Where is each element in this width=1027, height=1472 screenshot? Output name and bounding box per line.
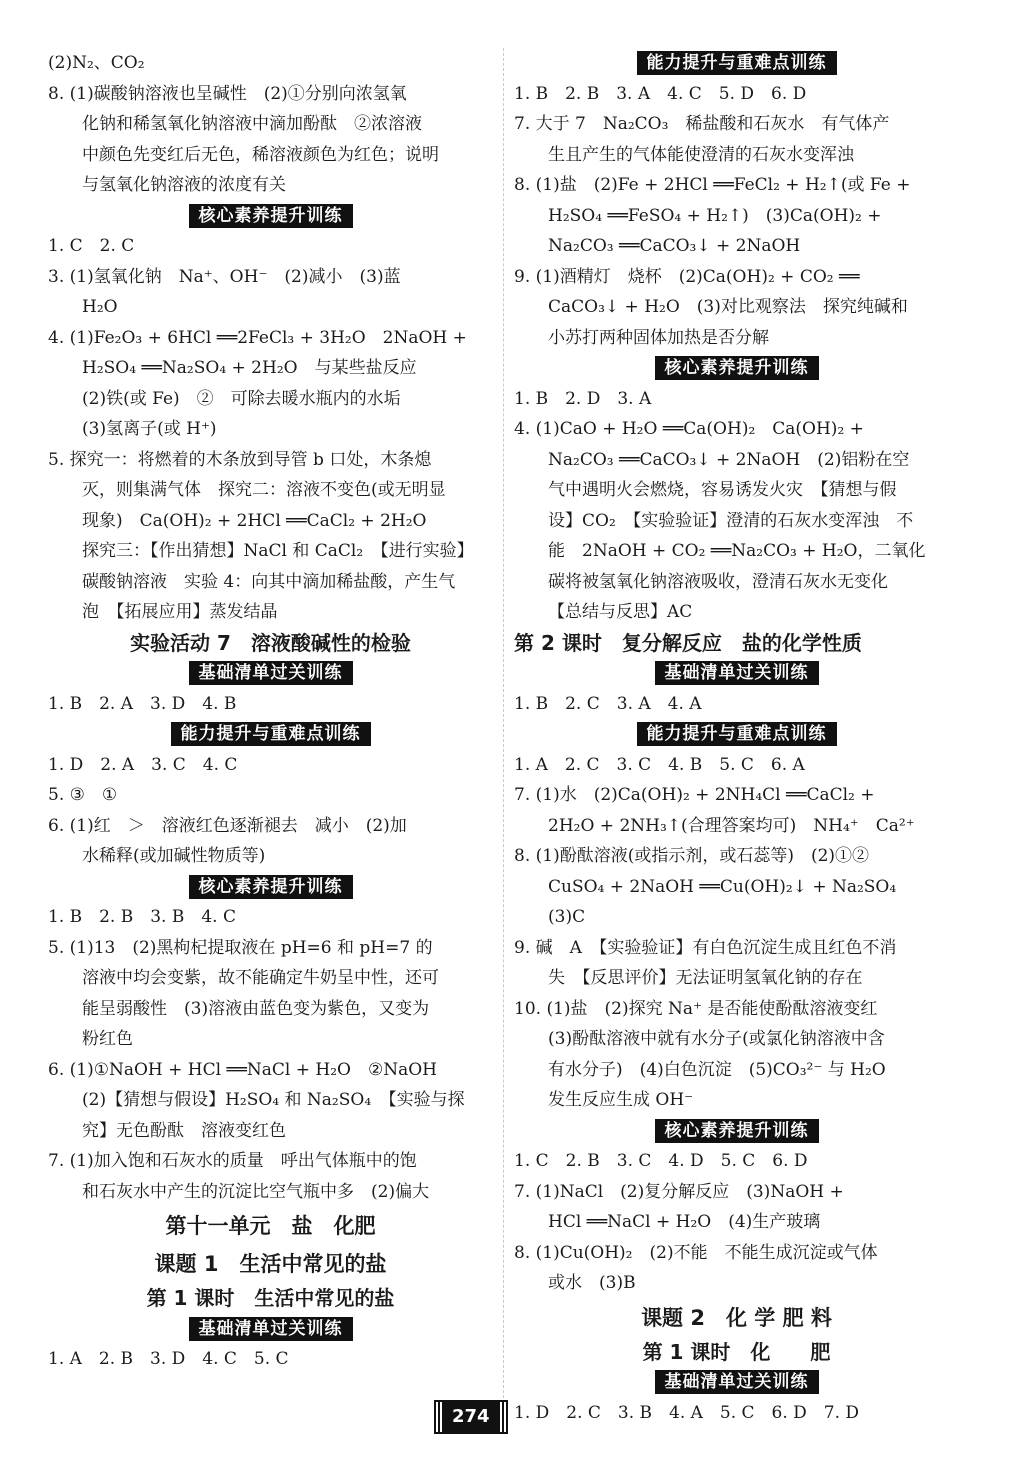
answer-line: 1. B 2. B 3. A 4. C 5. D 6. D: [514, 83, 807, 104]
answer-line: 8. (1)酚酞溶液(或指示剂，或石蕊等) (2)①②: [514, 846, 870, 866]
answer-line: (2)N₂、CO₂: [48, 53, 145, 73]
answer-line: 发生反应生成 OH⁻: [548, 1090, 694, 1110]
answer-line: 4. (1)CaO + H₂O ══Ca(OH)₂ Ca(OH)₂ +: [514, 419, 864, 439]
answer-line: 6. (1)红 ＞ 溶液红色逐渐褪去 减小 (2)加: [48, 815, 407, 836]
answer-line: 水稀释(或加碱性物质等): [82, 846, 266, 866]
answer-line: (2)【猜想与假设】H₂SO₄ 和 Na₂SO₄ 【实验与探: [82, 1090, 465, 1110]
answer-line: 探究三：【作出猜想】NaCl 和 CaCl₂ 【进行实验】: [82, 541, 474, 561]
answer-line: 7. (1)水 (2)Ca(OH)₂ + 2NH₄Cl ══CaCl₂ +: [514, 785, 875, 805]
answer-line: 或水 (3)B: [548, 1273, 636, 1293]
answer-line: Na₂CO₃ ══CaCO₃↓ + 2NaOH (2)铝粉在空: [548, 449, 910, 470]
answer-line: 5. 探究一：将燃着的木条放到导管 b 口处，木条熄: [48, 449, 432, 470]
column-divider: [503, 48, 504, 1398]
answer-line: 能呈弱酸性 (3)溶液由蓝色变为紫色，又变为: [82, 998, 430, 1019]
answer-line: 10. (1)盐 (2)探究 Na⁺ 是否能使酚酞溶液变红: [514, 998, 878, 1019]
answer-line: Na₂CO₃ ══CaCO₃↓ + 2NaOH: [548, 236, 801, 256]
answer-line: 与氢氧化钠溶液的浓度有关: [82, 175, 286, 195]
answer-line: 碳将被氢氧化钠溶液吸收，澄清石灰水无变化: [548, 571, 888, 592]
answer-line: 8. (1)碳酸钠溶液也呈碱性 (2)①分别向浓氢氧: [48, 83, 407, 104]
answer-line: 设】CO₂ 【实验验证】澄清的石灰水变浑浊 不: [548, 510, 914, 531]
answer-line: 9. 碱 A 【实验验证】有白色沉淀生成且红色不消: [514, 937, 897, 958]
section-heading: 课题 2 化 学 肥 料: [641, 1305, 832, 1330]
answer-line: 1. A 2. B 3. D 4. C 5. C: [48, 1349, 289, 1369]
section-banner-wrap: [514, 1367, 959, 1398]
page-number: 274: [436, 1402, 506, 1432]
answer-line: 7. (1)NaCl (2)复分解反应 (3)NaOH +: [514, 1181, 844, 1202]
section-banner-wrap: [48, 1314, 493, 1345]
answer-line: 1. B 2. D 3. A: [514, 388, 652, 409]
left-column: [48, 48, 493, 1375]
section-banner-wrap: [48, 872, 493, 903]
answer-line: 溶液中均会变紫，故不能确定牛奶呈中性，还可: [82, 968, 439, 988]
answer-line: 泡 【拓展应用】蒸发结晶: [82, 602, 278, 622]
section-banner: 核心素养提升训练: [655, 356, 819, 380]
section-banner-wrap: [48, 201, 493, 232]
answer-line: H₂O: [82, 297, 118, 317]
answer-line: 灭，则集满气体 探究二：溶液不变色(或无明显: [82, 480, 446, 500]
section-banner: 基础清单过关训练: [655, 661, 819, 685]
answer-line: 1. A 2. C 3. C 4. B 5. C 6. A: [514, 754, 805, 775]
answer-line: (3)C: [548, 907, 586, 927]
answer-line: 8. (1)盐 (2)Fe + 2HCl ══FeCl₂ + H₂↑(或 Fe +: [514, 175, 911, 195]
section-banner: 能力提升与重难点训练: [171, 722, 371, 746]
section-banner-wrap: [514, 1116, 959, 1147]
answer-line: 2H₂O + 2NH₃↑(合理答案均可) NH₄⁺ Ca²⁺: [548, 815, 915, 836]
answer-line: 1. C 2. C: [48, 236, 135, 256]
section-heading: 实验活动 7 溶液酸碱性的检验: [130, 630, 411, 655]
answer-line: 1. B 2. C 3. A 4. A: [514, 693, 702, 714]
section-heading: 第 1 课时 化 肥: [642, 1339, 831, 1364]
answer-line: 1. B 2. B 3. B 4. C: [48, 907, 236, 927]
answer-line: (3)酚酞溶液中就有水分子(或氯化钠溶液中含: [548, 1029, 885, 1049]
answer-line: 气中遇明火会燃烧，容易诱发火灾 【猜想与假: [548, 480, 897, 500]
answer-line: 8. (1)Cu(OH)₂ (2)不能 不能生成沉淀或气体: [514, 1242, 878, 1263]
answer-line: 现象) Ca(OH)₂ + 2HCl ══CaCl₂ + 2H₂O: [82, 510, 427, 531]
answer-line: H₂SO₄ ══FeSO₄ + H₂↑) (3)Ca(OH)₂ +: [548, 205, 882, 226]
answer-line: 中颜色先变红后无色，稀溶液颜色为红色；说明: [82, 144, 439, 165]
answer-line: 碳酸钠溶液 实验 4：向其中滴加稀盐酸，产生气: [82, 571, 456, 592]
answer-line: 粉红色: [82, 1029, 133, 1049]
answer-line: (2)铁(或 Fe) ② 可除去暖水瓶内的水垢: [82, 388, 401, 409]
answer-line: 能 2NaOH + CO₂ ══Na₂CO₃ + H₂O，二氧化: [548, 541, 926, 561]
answer-line: 5. ③ ①: [48, 785, 118, 805]
section-banner-wrap: [48, 719, 493, 750]
answer-line: 【总结与反思】AC: [548, 602, 693, 622]
answer-line: 9. (1)酒精灯 烧杯 (2)Ca(OH)₂ + CO₂ ══: [514, 266, 860, 287]
section-heading: 第 1 课时 生活中常见的盐: [146, 1286, 395, 1310]
section-banner: 基础清单过关训练: [189, 1317, 353, 1341]
answer-line: 1. B 2. A 3. D 4. B: [48, 693, 237, 714]
answer-line: 4. (1)Fe₂O₃ + 6HCl ══2FeCl₃ + 3H₂O 2NaOH +: [48, 327, 467, 348]
section-banner: 基础清单过关训练: [189, 661, 353, 685]
answer-line: 1. D 2. A 3. C 4. C: [48, 754, 238, 775]
answer-line: (3)氢离子(或 H⁺): [82, 419, 217, 439]
answer-line: CuSO₄ + 2NaOH ══Cu(OH)₂↓ + Na₂SO₄: [548, 876, 897, 897]
right-column: [514, 48, 959, 1428]
answer-line: 7. 大于 7 Na₂CO₃ 稀盐酸和石灰水 有气体产: [514, 114, 890, 134]
section-heading: 课题 1 生活中常见的盐: [154, 1252, 387, 1276]
answer-line: 3. (1)氢氧化钠 Na⁺、OH⁻ (2)减小 (3)蓝: [48, 266, 401, 287]
section-heading: 第十一单元 盐 化肥: [165, 1214, 376, 1238]
answer-line: 有水分子) (4)白色沉淀 (5)CO₃²⁻ 与 H₂O: [548, 1059, 886, 1080]
section-banner-wrap: [514, 48, 959, 79]
answer-line: 7. (1)加入饱和石灰水的质量 呼出气体瓶中的饱: [48, 1151, 417, 1171]
answer-line: 和石灰水中产生的沉淀比空气瓶中多 (2)偏大: [82, 1181, 430, 1202]
section-banner: 能力提升与重难点训练: [637, 51, 837, 75]
section-heading: 第 2 课时 复分解反应 盐的化学性质: [514, 630, 862, 655]
answer-line: 小苏打两种固体加热是否分解: [548, 327, 769, 348]
answer-line: 失 【反思评价】无法证明氢氧化钠的存在: [548, 968, 863, 988]
section-banner-wrap: [48, 658, 493, 689]
section-banner: 能力提升与重难点训练: [637, 722, 837, 746]
answer-line: 生且产生的气体能使澄清的石灰水变浑浊: [548, 144, 854, 165]
answer-line: 究】无色酚酞 溶液变红色: [82, 1120, 286, 1141]
answer-line: 5. (1)13 (2)黑枸杞提取液在 pH=6 和 pH=7 的: [48, 937, 433, 958]
answer-line: 1. C 2. B 3. C 4. D 5. C 6. D: [514, 1151, 808, 1171]
answer-line: 化钠和稀氢氧化钠溶液中滴加酚酞 ②浓溶液: [82, 114, 422, 134]
section-banner-wrap: [514, 353, 959, 384]
answer-line: CaCO₃↓ + H₂O (3)对比观察法 探究纯碱和: [548, 297, 908, 317]
answer-line: 6. (1)①NaOH + HCl ══NaCl + H₂O ②NaOH: [48, 1059, 438, 1080]
section-banner: 核心素养提升训练: [189, 875, 353, 899]
answer-line: 1. D 2. C 3. B 4. A 5. C 6. D 7. D: [514, 1402, 860, 1423]
section-banner: 核心素养提升训练: [655, 1119, 819, 1143]
section-banner-wrap: [514, 719, 959, 750]
answer-line: H₂SO₄ ══Na₂SO₄ + 2H₂O 与某些盐反应: [82, 358, 417, 378]
section-banner: 核心素养提升训练: [189, 204, 353, 228]
section-banner: 基础清单过关训练: [655, 1370, 819, 1394]
answer-line: HCl ══NaCl + H₂O (4)生产玻璃: [548, 1212, 821, 1232]
section-banner-wrap: [514, 658, 959, 689]
